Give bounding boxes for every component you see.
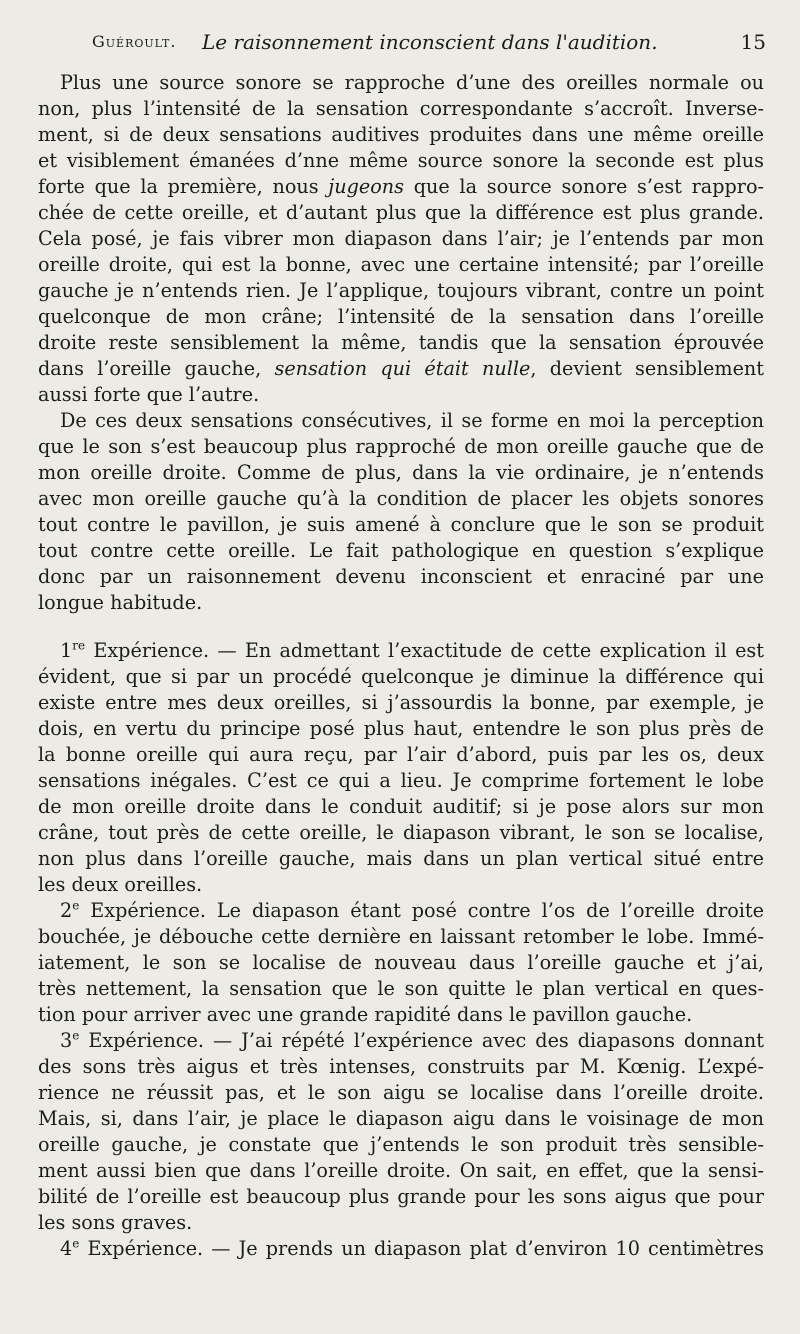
text-line: oreille droite, qui est la bonne, avec une certaine intensité; par l’oreille [38, 253, 764, 276]
text-line: 4e Expérience. — Je prends un diapason plat d’environ 10 centimètres [60, 1236, 764, 1260]
text-run: , devient sensiblement [530, 357, 764, 380]
text-line: 1re Expérience. — En admettant l’exactitude de cette explication il est [60, 638, 764, 662]
italic-word: jugeons [328, 175, 404, 198]
text-line: les deux oreilles. [38, 873, 203, 896]
text-line: non plus dans l’oreille gauche, mais dans un plan vertical situé entre [38, 847, 764, 870]
text-line: iatement, le son se localise de nouveau daus l’oreille gauche et j’ai, [38, 951, 764, 974]
text-line: 3e Expérience. — J’ai répété l’expérience avec des diapasons donnant [60, 1028, 764, 1052]
text-line: 2e Expérience. Le diapason étant posé contre l’os de l’oreille droite [60, 898, 764, 922]
text-line: bilité de l’oreille est beaucoup plus grande pour les sons aigus que pour [38, 1185, 764, 1208]
text-line: tout contre cette oreille. Le fait pathologique en question s’explique [38, 539, 764, 562]
text-line: de mon oreille droite dans le conduit auditif; si je pose alors sur mon [38, 795, 764, 818]
text-line: existe entre mes deux oreilles, si j’assourdis la bonne, par exemple, je [38, 691, 764, 714]
text-line: sensations inégales. C’est ce qui a lieu. Je comprime fortement le lobe [38, 769, 764, 792]
text-line: donc par un raisonnement devenu inconscient et enraciné par une [38, 565, 764, 588]
text-line: la bonne oreille qui aura reçu, par l’air d’abord, puis par les os, deux [38, 743, 764, 766]
text-line: ment, si de deux sensations auditives produites dans une même oreille [38, 123, 764, 146]
italic-phrase: sensation qui était nulle [274, 357, 531, 380]
text-line: ment aussi bien que dans l’oreille droite. On sait, en effet, que la sensi- [38, 1159, 764, 1182]
text-line [38, 356, 764, 382]
text-line: tion pour arriver avec une grande rapidité dans le pavillon gauche. [38, 1003, 693, 1026]
page-number: 15 [740, 30, 766, 54]
text-line: très nettement, la sensation que le son quitte le plan vertical en ques- [38, 977, 764, 1000]
text-line: les sons graves. [38, 1211, 193, 1234]
text-line: et visiblement émanées d’nne même source sonore la seconde est plus [38, 149, 764, 172]
text-line: Mais, si, dans l’air, je place le diapason aigu dans le voisinage de mon [38, 1107, 764, 1130]
text-run: forte que la première, nous [38, 175, 329, 198]
text-line [38, 174, 764, 200]
text-run: que la source sonore s’est rappro- [404, 175, 764, 198]
text-line: dois, en vertu du principe posé plus haut, entendre le son plus près de [38, 717, 764, 740]
text-line: Cela posé, je fais vibrer mon diapason dans l’air; je l’entends par mon [38, 227, 764, 250]
header-title: Le raisonnement inconscient dans l'audition. [202, 30, 658, 54]
text-line: aussi forte que l’autre. [38, 383, 260, 406]
text-line: quelconque de mon crâne; l’intensité de la sensation dans l’oreille [38, 305, 764, 328]
text-line: De ces deux sensations consécutives, il se forme en moi la perception [60, 409, 764, 432]
text-line: tout contre le pavillon, je suis amené à conclure que le son se produit [38, 513, 764, 536]
text-line: chée de cette oreille, et d’autant plus que la différence est plus grande. [38, 201, 764, 224]
text-line: évident, que si par un procédé quelconque je diminue la différence qui [38, 665, 764, 688]
text-run: dans l’oreille gauche, [38, 357, 275, 380]
running-header [92, 30, 766, 60]
text-line: mon oreille droite. Comme de plus, dans la vie ordinaire, je n’entends [38, 461, 764, 484]
text-line: longue habitude. [38, 591, 203, 614]
text-line: Plus une source sonore se rapproche d’une des oreilles normale ou [60, 71, 764, 94]
text-line: avec mon oreille gauche qu’à la condition de placer les objets sonores [38, 487, 764, 510]
text-line: bouchée, je débouche cette dernière en laissant retomber le lobe. Immé- [38, 925, 764, 948]
text-line: droite reste sensiblement la même, tandis que la sensation éprouvée [38, 331, 764, 354]
text-line: crâne, tout près de cette oreille, le diapason vibrant, le son se localise, [38, 821, 764, 844]
text-line: des sons très aigus et très intenses, construits par M. Kœnig. L’expé- [38, 1055, 764, 1078]
text-line: gauche je n’entends rien. Je l’applique, toujours vibrant, contre un point [38, 279, 764, 302]
text-line: rience ne réussit pas, et le son aigu se localise dans l’oreille droite. [38, 1081, 764, 1104]
text-line: non, plus l’intensité de la sensation correspondante s’accroît. Inverse- [38, 97, 764, 120]
text-line: que le son s’est beaucoup plus rapproché de mon oreille gauche que de [38, 435, 764, 458]
text-line: oreille gauche, je constate que j’entends le son produit très sensible- [38, 1133, 764, 1156]
header-author: Guéroult. [92, 32, 177, 51]
